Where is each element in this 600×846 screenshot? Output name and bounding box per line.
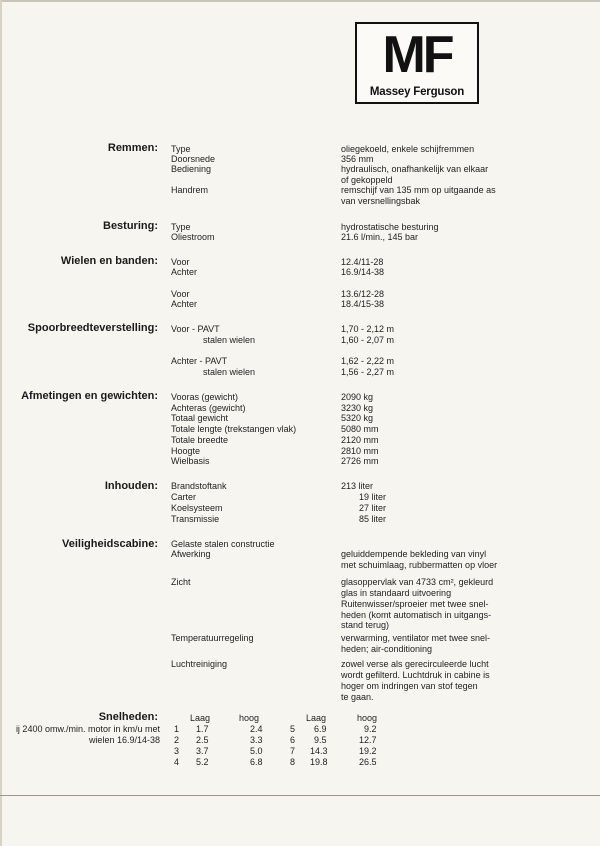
spec-value: of gekoppeld — [341, 175, 393, 185]
spec-label: Afwerking — [171, 549, 211, 559]
spec-value: heden (komt automatisch in uitgangs- — [341, 610, 492, 620]
spec-label: Voor — [171, 289, 190, 299]
spec-value: geluiddempende bekleding van vinyl — [341, 549, 487, 559]
spec-label: Achter - PAVT — [171, 356, 228, 366]
speed-laag: 14.3 — [310, 746, 328, 756]
spec-value: 2810 mm — [341, 446, 379, 456]
spec-value: glasoppervlak van 4733 cm², gekleurd — [341, 577, 494, 587]
speed-col-header-hoog: hoog — [239, 713, 260, 723]
spec-value: hydraulisch, onafhankelijk van elkaar — [341, 164, 489, 174]
spec-label: Totale breedte — [171, 435, 229, 445]
spec-label: Luchtreiniging — [171, 659, 228, 669]
spec-label: Oliestroom — [171, 232, 215, 242]
logo-brand-name: Massey Ferguson — [369, 86, 465, 98]
spec-value: heden; air-conditioning — [341, 644, 433, 654]
speed-laag: 2.5 — [196, 735, 209, 745]
spec-value: 19 liter — [359, 492, 387, 502]
spec-label: Type — [171, 144, 191, 154]
speed-note: wielen 16.9/14-38 — [88, 735, 160, 745]
spec-value: glas in standaard uitvoering — [341, 588, 452, 598]
spec-label: Zicht — [171, 577, 191, 587]
speed-hoog: 2.4 — [250, 724, 263, 734]
massey-ferguson-logo — [355, 22, 479, 104]
spec-value: 1,56 - 2,27 m — [341, 367, 395, 377]
section-heading-afmetingen: Afmetingen en gewichten: — [21, 390, 158, 402]
spec-value: 1,60 - 2,07 m — [341, 335, 395, 345]
speed-laag: 3.7 — [196, 746, 209, 756]
speed-laag: 5.2 — [196, 757, 209, 767]
spec-value: 27 liter — [359, 503, 387, 513]
speed-hoog: 3.3 — [250, 735, 263, 745]
spec-value: 2120 mm — [341, 435, 379, 445]
speed-hoog: 9.2 — [364, 724, 377, 734]
spec-value: 5320 kg — [341, 413, 374, 423]
spec-value: 5080 mm — [341, 424, 379, 434]
spec-label: Hoogte — [171, 446, 201, 456]
logo-mark: MF — [382, 26, 452, 84]
page-edge — [0, 0, 2, 846]
spec-value: 2090 kg — [341, 392, 374, 402]
spec-value: met schuimlaag, rubbermatten op vloer — [341, 560, 498, 570]
speed-note: ij 2400 omw./min. motor in km/u met — [15, 724, 160, 734]
spec-label: Vooras (gewicht) — [171, 392, 239, 402]
spec-label: Transmissie — [171, 514, 220, 524]
section-heading-wielen: Wielen en banden: — [60, 255, 158, 267]
divider — [0, 795, 600, 796]
spec-label: Koelsysteem — [171, 503, 223, 513]
section-heading-cabine: Veiligheidscabine: — [62, 538, 158, 550]
spec-label: stalen wielen — [203, 335, 256, 345]
speed-hoog: 6.8 — [250, 757, 263, 767]
spec-value: hydrostatische besturing — [341, 222, 439, 232]
spec-value: 13.6/12-28 — [341, 289, 385, 299]
spec-label: Totaal gewicht — [171, 413, 229, 423]
spec-value: oliegekoeld, enkele schijfremmen — [341, 144, 475, 154]
section-heading-besturing: Besturing: — [103, 220, 158, 232]
spec-label: Totale lengte (trekstangen vlak) — [171, 424, 297, 434]
spec-label: Gelaste stalen constructie — [171, 539, 275, 549]
spec-value: 356 mm — [341, 154, 374, 164]
gear-number: 2 — [174, 735, 180, 745]
spec-label: Brandstoftank — [171, 481, 227, 491]
speed-laag: 6.9 — [314, 724, 327, 734]
spec-value: zowel verse als gerecirculeerde lucht — [341, 659, 489, 669]
spec-label: Type — [171, 222, 191, 232]
gear-number: 5 — [290, 724, 296, 734]
page-edge — [0, 0, 600, 2]
speed-hoog: 5.0 — [250, 746, 263, 756]
speed-col-header-laag: Laag — [190, 713, 211, 723]
spec-value: stand terug) — [341, 620, 390, 630]
spec-value: te gaan. — [341, 692, 374, 702]
gear-number: 8 — [290, 757, 296, 767]
spec-value: 1,62 - 2,22 m — [341, 356, 395, 366]
spec-label: Voor — [171, 257, 190, 267]
spec-label: Temperatuurregeling — [171, 633, 254, 643]
spec-value: 3230 kg — [341, 403, 374, 413]
speed-hoog: 26.5 — [359, 757, 377, 767]
gear-number: 3 — [174, 746, 180, 756]
spec-value: 85 liter — [359, 514, 387, 524]
spec-value: 16.9/14-38 — [341, 267, 385, 277]
spec-value: 2726 mm — [341, 456, 379, 466]
spec-value: wordt gefilterd. Luchtdruk in cabine is — [341, 670, 490, 680]
spec-value: hoger om indringen van stof tegen — [341, 681, 478, 691]
spec-label: Voor - PAVT — [171, 324, 220, 334]
spec-label: stalen wielen — [203, 367, 256, 377]
spec-value: van versnellingsbak — [341, 196, 421, 206]
spec-value: 18.4/15-38 — [341, 299, 385, 309]
section-heading-snelheden: Snelheden: — [98, 711, 158, 723]
spec-label: Wielbasis — [171, 456, 210, 466]
speed-laag: 19.8 — [310, 757, 328, 767]
spec-value: remschijf van 135 mm op uitgaande as — [341, 185, 496, 195]
spec-value: 21.6 l/min., 145 bar — [341, 232, 419, 242]
spec-value: Ruitenwisser/sproeier met twee snel- — [341, 599, 489, 609]
speed-col-header-laag: Laag — [306, 713, 327, 723]
spec-label: Carter — [171, 492, 197, 502]
section-heading-remmen: Remmen: — [107, 142, 158, 154]
spec-label: Achter — [171, 299, 198, 309]
gear-number: 7 — [290, 746, 296, 756]
spec-value: 213 liter — [341, 481, 374, 491]
speed-hoog: 12.7 — [359, 735, 377, 745]
speed-col-header-hoog: hoog — [357, 713, 378, 723]
gear-number: 1 — [174, 724, 180, 734]
section-heading-inhouden: Inhouden: — [104, 480, 158, 492]
spec-value: 1,70 - 2,12 m — [341, 324, 395, 334]
speed-laag: 1.7 — [196, 724, 209, 734]
spec-label: Achter — [171, 267, 198, 277]
gear-number: 6 — [290, 735, 296, 745]
spec-value: 12.4/11-28 — [341, 257, 384, 267]
speed-laag: 9.5 — [314, 735, 327, 745]
spec-value: verwarming, ventilator met twee snel- — [341, 633, 491, 643]
section-heading-spoorbreedte: Spoorbreedteverstelling: — [27, 322, 158, 334]
gear-number: 4 — [174, 757, 180, 767]
spec-label: Doorsnede — [171, 154, 216, 164]
spec-label: Bediening — [171, 164, 212, 174]
speed-hoog: 19.2 — [359, 746, 377, 756]
spec-label: Handrem — [171, 185, 209, 195]
spec-label: Achteras (gewicht) — [171, 403, 246, 413]
